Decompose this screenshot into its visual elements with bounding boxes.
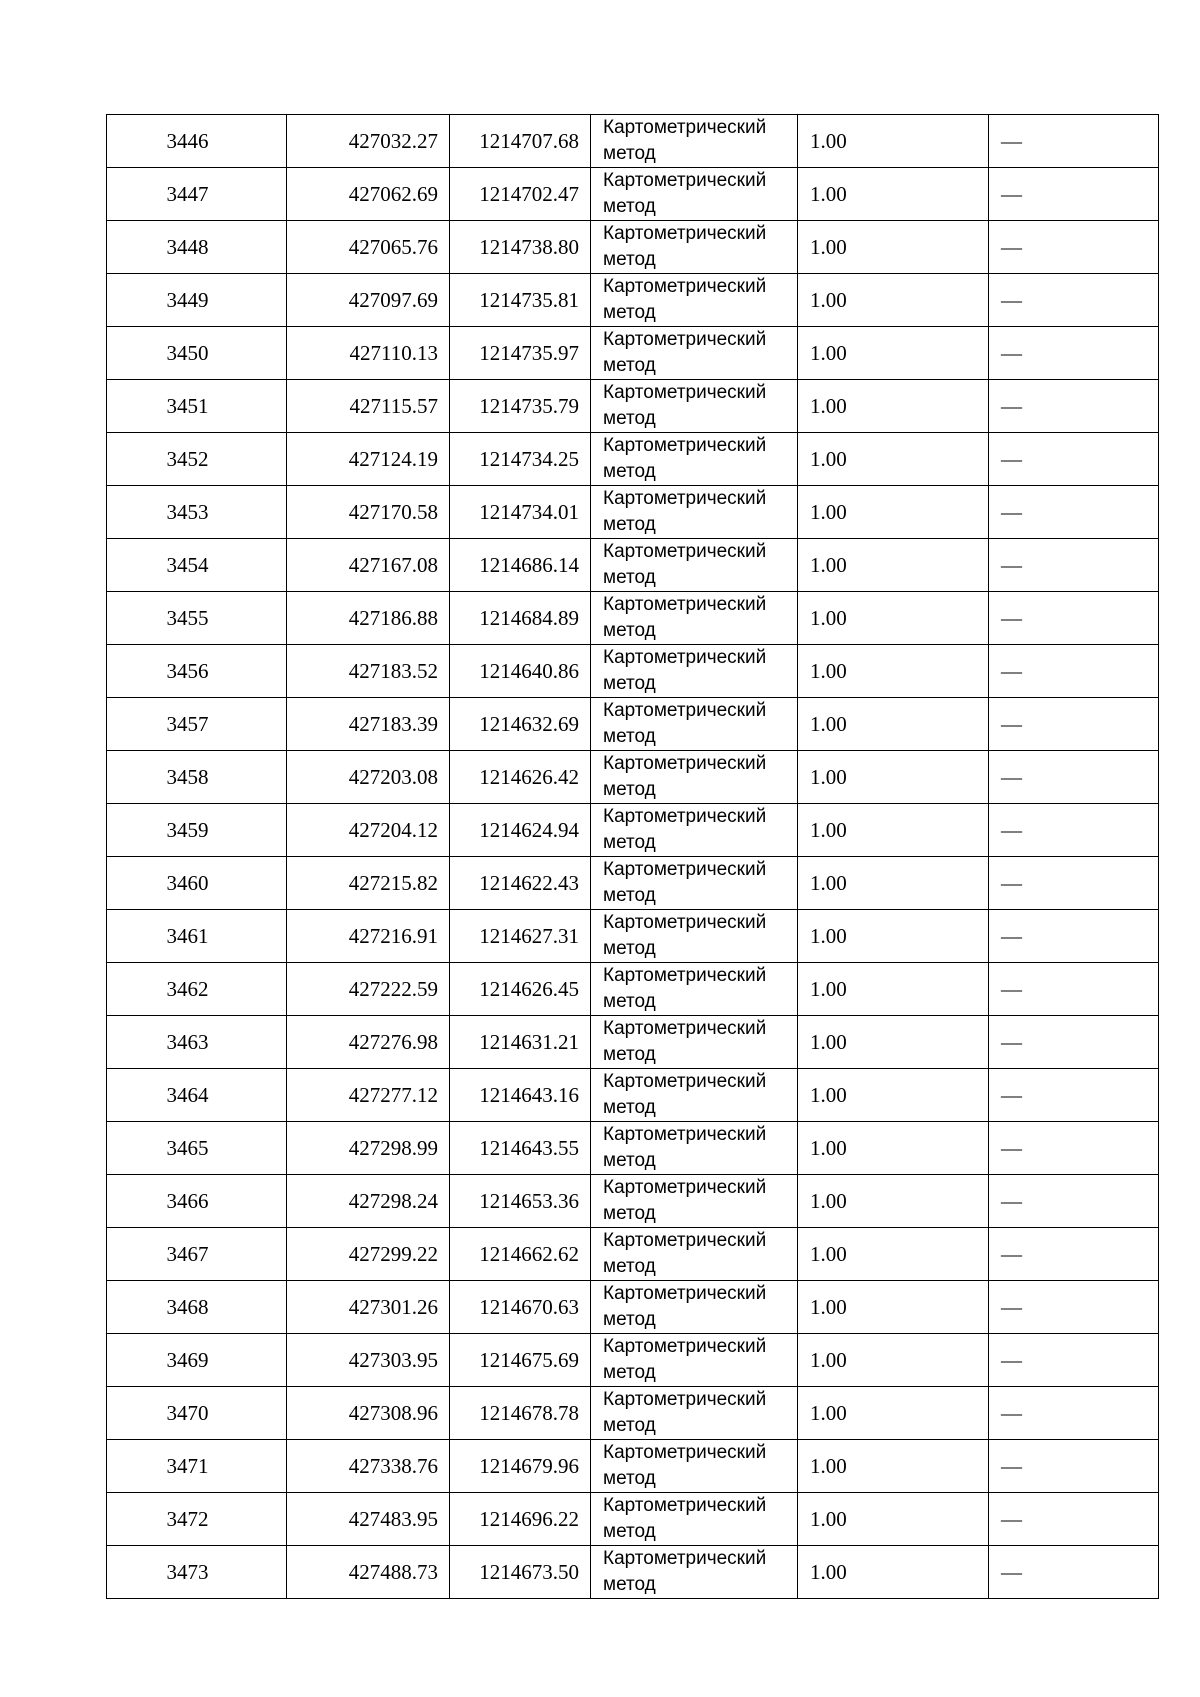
method-cell <box>591 1440 798 1493</box>
x-coordinate-cell: 427301.26 <box>287 1281 450 1334</box>
y-coordinate-cell: 1214624.94 <box>450 804 591 857</box>
point-number-cell: 3451 <box>107 380 287 433</box>
table-row <box>107 1493 1159 1546</box>
y-coordinate-cell: 1214735.79 <box>450 380 591 433</box>
description-cell: — <box>989 804 1159 857</box>
description-cell: — <box>989 1122 1159 1175</box>
accuracy-cell: 1.00 <box>798 910 989 963</box>
table-row <box>107 1281 1159 1334</box>
table-row <box>107 963 1159 1016</box>
x-coordinate-cell: 427032.27 <box>287 115 450 168</box>
x-coordinate-cell: 427308.96 <box>287 1387 450 1440</box>
y-coordinate-cell: 1214696.22 <box>450 1493 591 1546</box>
point-number-cell: 3450 <box>107 327 287 380</box>
point-number-cell: 3459 <box>107 804 287 857</box>
y-coordinate-cell: 1214640.86 <box>450 645 591 698</box>
method-line-1: Картометрический <box>603 382 767 403</box>
table-row <box>107 1122 1159 1175</box>
table-row <box>107 804 1159 857</box>
description-cell: — <box>989 698 1159 751</box>
method-line-1: Картометрический <box>603 223 767 244</box>
point-number-cell: 3454 <box>107 539 287 592</box>
method-cell <box>591 804 798 857</box>
description-cell: — <box>989 168 1159 221</box>
method-cell <box>591 1175 798 1228</box>
point-number-cell: 3456 <box>107 645 287 698</box>
x-coordinate-cell: 427183.39 <box>287 698 450 751</box>
point-number-cell: 3448 <box>107 221 287 274</box>
method-cell <box>591 698 798 751</box>
y-coordinate-cell: 1214734.25 <box>450 433 591 486</box>
method-line-1: Картометрический <box>603 1071 767 1092</box>
method-line-1: Картометрический <box>603 1495 767 1516</box>
table-row <box>107 1387 1159 1440</box>
method-cell <box>591 486 798 539</box>
accuracy-cell: 1.00 <box>798 857 989 910</box>
x-coordinate-cell: 427483.95 <box>287 1493 450 1546</box>
point-number-cell: 3446 <box>107 115 287 168</box>
description-cell: — <box>989 751 1159 804</box>
method-cell <box>591 1493 798 1546</box>
description-cell: — <box>989 1228 1159 1281</box>
x-coordinate-cell: 427303.95 <box>287 1334 450 1387</box>
method-line-2: метод <box>603 567 656 588</box>
x-coordinate-cell: 427065.76 <box>287 221 450 274</box>
method-cell <box>591 539 798 592</box>
method-cell <box>591 274 798 327</box>
y-coordinate-cell: 1214643.55 <box>450 1122 591 1175</box>
point-number-cell: 3471 <box>107 1440 287 1493</box>
point-number-cell: 3467 <box>107 1228 287 1281</box>
accuracy-cell: 1.00 <box>798 592 989 645</box>
method-line-1: Картометрический <box>603 170 767 191</box>
method-line-1: Картометрический <box>603 1336 767 1357</box>
y-coordinate-cell: 1214734.01 <box>450 486 591 539</box>
method-line-1: Картометрический <box>603 965 767 986</box>
point-number-cell: 3460 <box>107 857 287 910</box>
description-cell: — <box>989 274 1159 327</box>
description-cell: — <box>989 1334 1159 1387</box>
description-cell: — <box>989 1493 1159 1546</box>
method-line-2: метод <box>603 1309 656 1330</box>
point-number-cell: 3463 <box>107 1016 287 1069</box>
y-coordinate-cell: 1214675.69 <box>450 1334 591 1387</box>
x-coordinate-cell: 427222.59 <box>287 963 450 1016</box>
method-cell <box>591 380 798 433</box>
method-line-1: Картометрический <box>603 541 767 562</box>
coordinates-table <box>106 114 1159 1599</box>
method-cell <box>591 327 798 380</box>
method-line-2: метод <box>603 726 656 747</box>
x-coordinate-cell: 427338.76 <box>287 1440 450 1493</box>
method-cell <box>591 1281 798 1334</box>
x-coordinate-cell: 427183.52 <box>287 645 450 698</box>
description-cell: — <box>989 221 1159 274</box>
table-row <box>107 1546 1159 1599</box>
method-line-1: Картометрический <box>603 912 767 933</box>
x-coordinate-cell: 427298.24 <box>287 1175 450 1228</box>
point-number-cell: 3464 <box>107 1069 287 1122</box>
method-cell <box>591 645 798 698</box>
description-cell: — <box>989 380 1159 433</box>
table-row <box>107 221 1159 274</box>
accuracy-cell: 1.00 <box>798 1493 989 1546</box>
x-coordinate-cell: 427276.98 <box>287 1016 450 1069</box>
accuracy-cell: 1.00 <box>798 1016 989 1069</box>
y-coordinate-cell: 1214679.96 <box>450 1440 591 1493</box>
accuracy-cell: 1.00 <box>798 274 989 327</box>
y-coordinate-cell: 1214673.50 <box>450 1546 591 1599</box>
accuracy-cell: 1.00 <box>798 327 989 380</box>
y-coordinate-cell: 1214631.21 <box>450 1016 591 1069</box>
table-row <box>107 380 1159 433</box>
method-line-2: метод <box>603 779 656 800</box>
point-number-cell: 3447 <box>107 168 287 221</box>
method-line-2: метод <box>603 143 656 164</box>
x-coordinate-cell: 427204.12 <box>287 804 450 857</box>
y-coordinate-cell: 1214643.16 <box>450 1069 591 1122</box>
table-row <box>107 857 1159 910</box>
description-cell: — <box>989 857 1159 910</box>
x-coordinate-cell: 427215.82 <box>287 857 450 910</box>
accuracy-cell: 1.00 <box>798 1281 989 1334</box>
method-cell <box>591 433 798 486</box>
accuracy-cell: 1.00 <box>798 645 989 698</box>
table-row <box>107 115 1159 168</box>
description-cell: — <box>989 433 1159 486</box>
method-cell <box>591 1546 798 1599</box>
y-coordinate-cell: 1214678.78 <box>450 1387 591 1440</box>
y-coordinate-cell: 1214738.80 <box>450 221 591 274</box>
x-coordinate-cell: 427170.58 <box>287 486 450 539</box>
method-line-2: метод <box>603 355 656 376</box>
x-coordinate-cell: 427062.69 <box>287 168 450 221</box>
point-number-cell: 3470 <box>107 1387 287 1440</box>
y-coordinate-cell: 1214622.43 <box>450 857 591 910</box>
method-cell <box>591 168 798 221</box>
x-coordinate-cell: 427115.57 <box>287 380 450 433</box>
point-number-cell: 3469 <box>107 1334 287 1387</box>
method-line-2: метод <box>603 1521 656 1542</box>
method-cell <box>591 857 798 910</box>
y-coordinate-cell: 1214653.36 <box>450 1175 591 1228</box>
accuracy-cell: 1.00 <box>798 1334 989 1387</box>
point-number-cell: 3472 <box>107 1493 287 1546</box>
method-line-1: Картометрический <box>603 806 767 827</box>
table-row <box>107 910 1159 963</box>
table-row <box>107 698 1159 751</box>
x-coordinate-cell: 427124.19 <box>287 433 450 486</box>
method-line-2: метод <box>603 514 656 535</box>
table-row <box>107 486 1159 539</box>
accuracy-cell: 1.00 <box>798 1440 989 1493</box>
x-coordinate-cell: 427203.08 <box>287 751 450 804</box>
description-cell: — <box>989 115 1159 168</box>
x-coordinate-cell: 427167.08 <box>287 539 450 592</box>
accuracy-cell: 1.00 <box>798 433 989 486</box>
description-cell: — <box>989 1175 1159 1228</box>
accuracy-cell: 1.00 <box>798 963 989 1016</box>
table-row <box>107 1228 1159 1281</box>
method-line-2: метод <box>603 620 656 641</box>
point-number-cell: 3465 <box>107 1122 287 1175</box>
description-cell: — <box>989 486 1159 539</box>
table-row <box>107 592 1159 645</box>
x-coordinate-cell: 427277.12 <box>287 1069 450 1122</box>
description-cell: — <box>989 539 1159 592</box>
method-line-2: метод <box>603 1468 656 1489</box>
method-line-2: метод <box>603 1415 656 1436</box>
method-cell <box>591 221 798 274</box>
method-cell <box>591 910 798 963</box>
accuracy-cell: 1.00 <box>798 380 989 433</box>
accuracy-cell: 1.00 <box>798 698 989 751</box>
method-line-2: метод <box>603 832 656 853</box>
method-cell <box>591 1387 798 1440</box>
y-coordinate-cell: 1214684.89 <box>450 592 591 645</box>
accuracy-cell: 1.00 <box>798 221 989 274</box>
point-number-cell: 3462 <box>107 963 287 1016</box>
description-cell: — <box>989 1440 1159 1493</box>
method-line-2: метод <box>603 249 656 270</box>
y-coordinate-cell: 1214626.45 <box>450 963 591 1016</box>
method-cell <box>591 1122 798 1175</box>
x-coordinate-cell: 427216.91 <box>287 910 450 963</box>
method-cell <box>591 1016 798 1069</box>
description-cell: — <box>989 1016 1159 1069</box>
point-number-cell: 3468 <box>107 1281 287 1334</box>
y-coordinate-cell: 1214735.97 <box>450 327 591 380</box>
method-line-1: Картометрический <box>603 647 767 668</box>
method-line-1: Картометрический <box>603 435 767 456</box>
method-line-1: Картометрический <box>603 117 767 138</box>
y-coordinate-cell: 1214632.69 <box>450 698 591 751</box>
method-line-1: Картометрический <box>603 1283 767 1304</box>
y-coordinate-cell: 1214626.42 <box>450 751 591 804</box>
description-cell: — <box>989 963 1159 1016</box>
description-cell: — <box>989 1387 1159 1440</box>
y-coordinate-cell: 1214735.81 <box>450 274 591 327</box>
method-line-2: метод <box>603 1044 656 1065</box>
method-cell <box>591 963 798 1016</box>
method-line-1: Картометрический <box>603 1442 767 1463</box>
point-number-cell: 3453 <box>107 486 287 539</box>
method-line-1: Картометрический <box>603 859 767 880</box>
table-row <box>107 645 1159 698</box>
table-row <box>107 1069 1159 1122</box>
point-number-cell: 3458 <box>107 751 287 804</box>
accuracy-cell: 1.00 <box>798 1122 989 1175</box>
method-line-2: метод <box>603 1203 656 1224</box>
method-line-2: метод <box>603 302 656 323</box>
description-cell: — <box>989 910 1159 963</box>
method-cell <box>591 1228 798 1281</box>
method-line-1: Картометрический <box>603 329 767 350</box>
y-coordinate-cell: 1214670.63 <box>450 1281 591 1334</box>
table-row <box>107 1334 1159 1387</box>
method-cell <box>591 1334 798 1387</box>
method-line-1: Картометрический <box>603 1548 767 1569</box>
table-row <box>107 1016 1159 1069</box>
description-cell: — <box>989 1546 1159 1599</box>
method-line-1: Картометрический <box>603 1230 767 1251</box>
accuracy-cell: 1.00 <box>798 1175 989 1228</box>
point-number-cell: 3461 <box>107 910 287 963</box>
description-cell: — <box>989 645 1159 698</box>
table-row <box>107 1440 1159 1493</box>
method-line-1: Картометрический <box>603 594 767 615</box>
method-cell <box>591 115 798 168</box>
accuracy-cell: 1.00 <box>798 115 989 168</box>
y-coordinate-cell: 1214662.62 <box>450 1228 591 1281</box>
method-line-1: Картометрический <box>603 753 767 774</box>
x-coordinate-cell: 427097.69 <box>287 274 450 327</box>
table-row <box>107 327 1159 380</box>
accuracy-cell: 1.00 <box>798 539 989 592</box>
method-cell <box>591 592 798 645</box>
accuracy-cell: 1.00 <box>798 486 989 539</box>
table-row <box>107 751 1159 804</box>
method-line-2: метод <box>603 991 656 1012</box>
point-number-cell: 3449 <box>107 274 287 327</box>
coordinates-table-body <box>107 115 1159 1599</box>
method-line-1: Картометрический <box>603 700 767 721</box>
method-line-2: метод <box>603 1574 656 1595</box>
method-line-2: метод <box>603 1150 656 1171</box>
method-line-2: метод <box>603 885 656 906</box>
table-row <box>107 274 1159 327</box>
y-coordinate-cell: 1214627.31 <box>450 910 591 963</box>
method-line-2: метод <box>603 938 656 959</box>
accuracy-cell: 1.00 <box>798 751 989 804</box>
method-line-2: метод <box>603 196 656 217</box>
table-row <box>107 168 1159 221</box>
point-number-cell: 3455 <box>107 592 287 645</box>
method-line-1: Картометрический <box>603 1018 767 1039</box>
table-row <box>107 539 1159 592</box>
accuracy-cell: 1.00 <box>798 1546 989 1599</box>
method-line-2: метод <box>603 1256 656 1277</box>
description-cell: — <box>989 592 1159 645</box>
accuracy-cell: 1.00 <box>798 1228 989 1281</box>
y-coordinate-cell: 1214707.68 <box>450 115 591 168</box>
table-row <box>107 1175 1159 1228</box>
description-cell: — <box>989 1069 1159 1122</box>
method-line-2: метод <box>603 1362 656 1383</box>
point-number-cell: 3466 <box>107 1175 287 1228</box>
method-line-2: метод <box>603 461 656 482</box>
method-line-2: метод <box>603 408 656 429</box>
accuracy-cell: 1.00 <box>798 1069 989 1122</box>
method-line-2: метод <box>603 1097 656 1118</box>
description-cell: — <box>989 327 1159 380</box>
point-number-cell: 3473 <box>107 1546 287 1599</box>
description-cell: — <box>989 1281 1159 1334</box>
table-row <box>107 433 1159 486</box>
y-coordinate-cell: 1214686.14 <box>450 539 591 592</box>
method-line-2: метод <box>603 673 656 694</box>
x-coordinate-cell: 427110.13 <box>287 327 450 380</box>
x-coordinate-cell: 427186.88 <box>287 592 450 645</box>
accuracy-cell: 1.00 <box>798 804 989 857</box>
method-line-1: Картометрический <box>603 1389 767 1410</box>
accuracy-cell: 1.00 <box>798 1387 989 1440</box>
method-cell <box>591 751 798 804</box>
x-coordinate-cell: 427299.22 <box>287 1228 450 1281</box>
method-line-1: Картометрический <box>603 1177 767 1198</box>
point-number-cell: 3452 <box>107 433 287 486</box>
method-cell <box>591 1069 798 1122</box>
method-line-1: Картометрический <box>603 488 767 509</box>
accuracy-cell: 1.00 <box>798 168 989 221</box>
method-line-1: Картометрический <box>603 276 767 297</box>
point-number-cell: 3457 <box>107 698 287 751</box>
x-coordinate-cell: 427488.73 <box>287 1546 450 1599</box>
method-line-1: Картометрический <box>603 1124 767 1145</box>
y-coordinate-cell: 1214702.47 <box>450 168 591 221</box>
x-coordinate-cell: 427298.99 <box>287 1122 450 1175</box>
